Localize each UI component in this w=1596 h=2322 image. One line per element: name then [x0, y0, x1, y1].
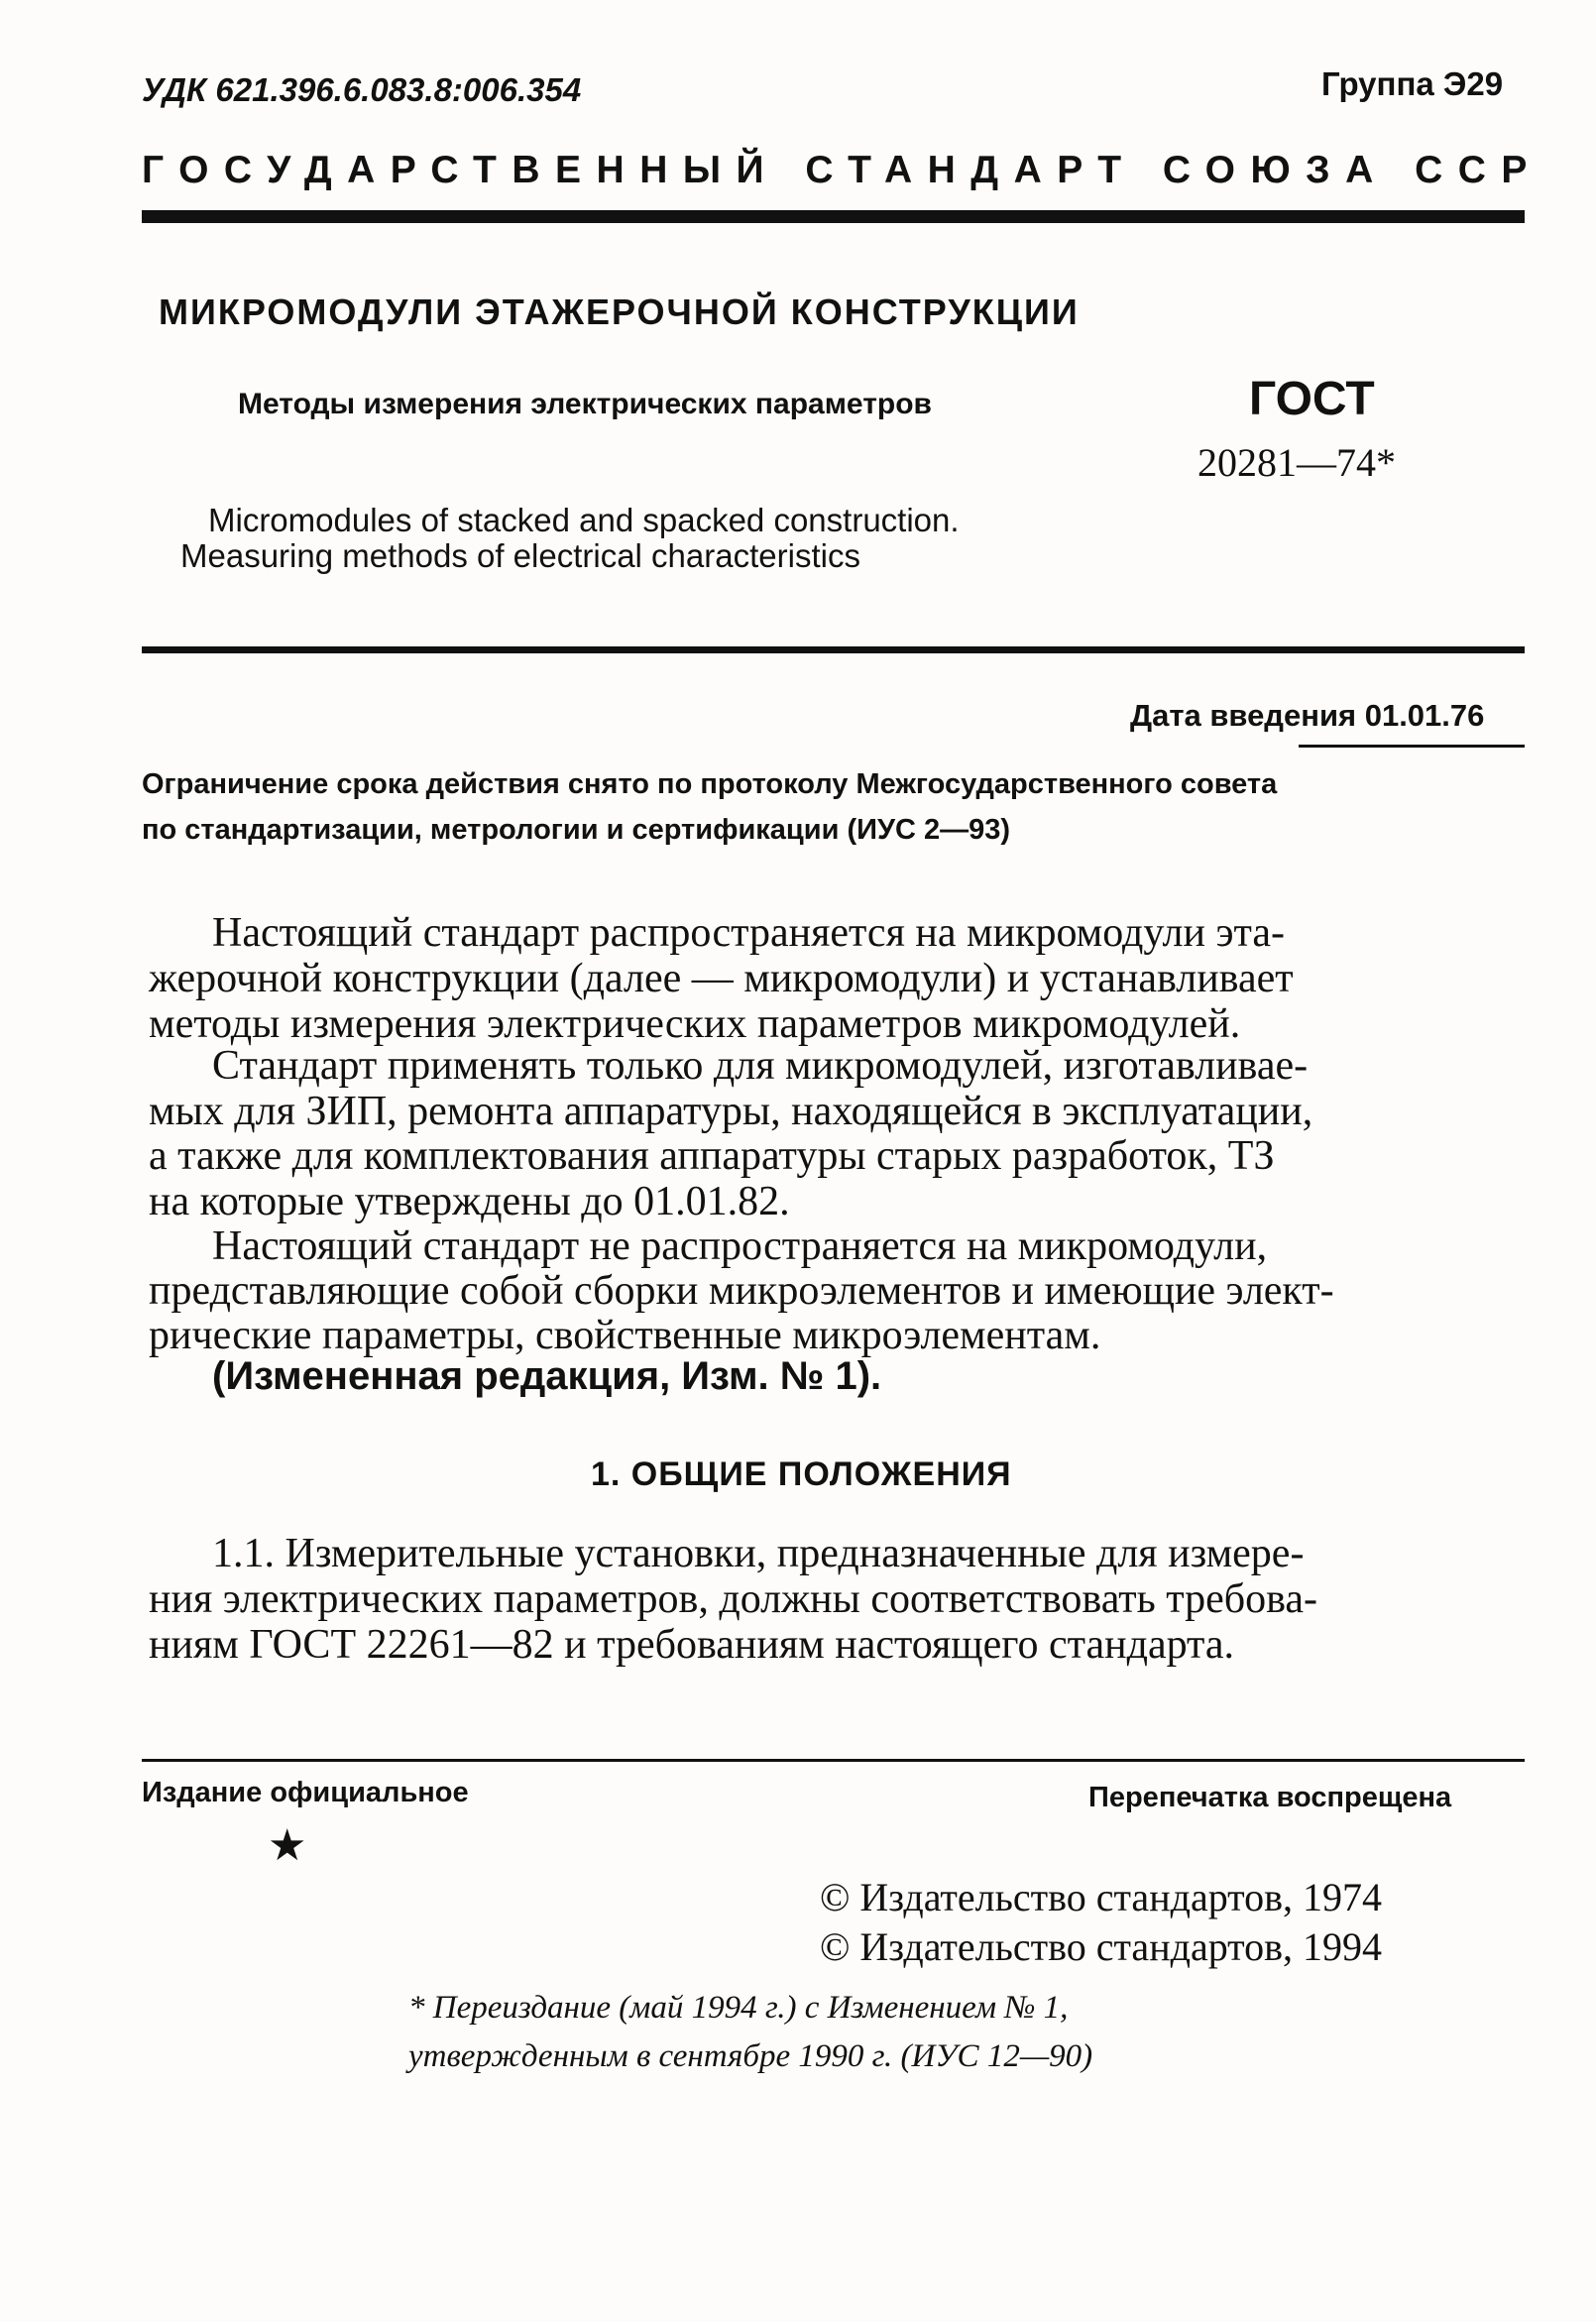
paragraph-2-line-3: а также для комплектования аппаратуры старых разработок, ТЗ: [149, 1133, 1275, 1179]
date-underline: [1299, 745, 1525, 748]
reprint-prohibited-label: Перепечатка воспрещена: [1088, 1782, 1452, 1813]
reissue-note-line-1: * Переиздание (май 1994 г.) с Изменением № 1,: [408, 1990, 1069, 2026]
paragraph-1-line-3: методы измерения электрических параметров микромодулей.: [149, 1001, 1241, 1047]
paragraph-2-line-1: Стандарт применять только для микромодулей, изготавливае-: [212, 1043, 1309, 1089]
copyright-1974: © Издательство стандартов, 1974: [820, 1875, 1383, 1919]
section-1-line-3: ниям ГОСТ 22261—82 и требованиям настоящего стандарта.: [149, 1622, 1235, 1668]
state-standard-banner: ГОСУДАРСТВЕННЫЙ СТАНДАРТ СОЮЗА ССР: [142, 149, 1542, 191]
english-title-line-1: Micromodules of stacked and spacked construction.: [208, 502, 960, 538]
copyright-1994: © Издательство стандартов, 1994: [820, 1924, 1383, 1969]
introduction-date: Дата введения 01.01.76: [1130, 698, 1485, 733]
paragraph-3-line-3: рические параметры, свойственные микроэлементам.: [149, 1313, 1101, 1358]
group-code: Группа Э29: [1321, 65, 1504, 102]
footer-rule: [142, 1759, 1525, 1762]
document-subtitle: Методы измерения электрических параметров: [238, 388, 932, 420]
limitation-note-line-1: Ограничение срока действия снято по протоколу Межгосударственного совета: [142, 768, 1278, 800]
paragraph-1-line-1: Настоящий стандарт распространяется на микромодули эта-: [212, 910, 1286, 956]
paragraph-2-line-2: мых для ЗИП, ремонта аппаратуры, находящейся в эксплуатации,: [149, 1089, 1313, 1134]
udk-code: УДК 621.396.6.083.8:006.354: [142, 71, 582, 108]
official-edition-label: Издание официальное: [142, 1777, 469, 1808]
gost-number: 20281—74*: [1197, 440, 1396, 485]
section-1-heading: 1. ОБЩИЕ ПОЛОЖЕНИЯ: [591, 1455, 1012, 1493]
reissue-note-line-2: утвержденным в сентябре 1990 г. (ИУС 12—90): [408, 2038, 1093, 2074]
star-icon: ★: [268, 1821, 307, 1870]
paragraph-3-line-2: представляющие собой сборки микроэлементов и имеющие элект-: [149, 1268, 1334, 1314]
paragraph-2-line-4: на которые утверждены до 01.01.82.: [149, 1179, 790, 1224]
section-1-line-2: ния электрических параметров, должны соответствовать требова-: [149, 1576, 1318, 1622]
document-title: МИКРОМОДУЛИ ЭТАЖЕРОЧНОЙ КОНСТРУКЦИИ: [159, 291, 1080, 332]
limitation-note-line-2: по стандартизации, метрологии и сертификации (ИУС 2—93): [142, 814, 1011, 846]
gost-label: ГОСТ: [1249, 373, 1375, 425]
english-title-line-2: Measuring methods of electrical characteristics: [180, 537, 860, 574]
title-block-rule: [142, 646, 1525, 653]
paragraph-3-line-1: Настоящий стандарт не распространяется на микромодули,: [212, 1223, 1268, 1269]
paragraph-1-line-2: жерочной конструкции (далее — микромодули) и устанавливает: [149, 956, 1294, 1001]
changed-edition-note: (Измененная редакция, Изм. № 1).: [212, 1354, 882, 1398]
header-thick-rule: [142, 210, 1525, 223]
section-1-line-1: 1.1. Измерительные установки, предназначенные для измере-: [212, 1531, 1305, 1576]
